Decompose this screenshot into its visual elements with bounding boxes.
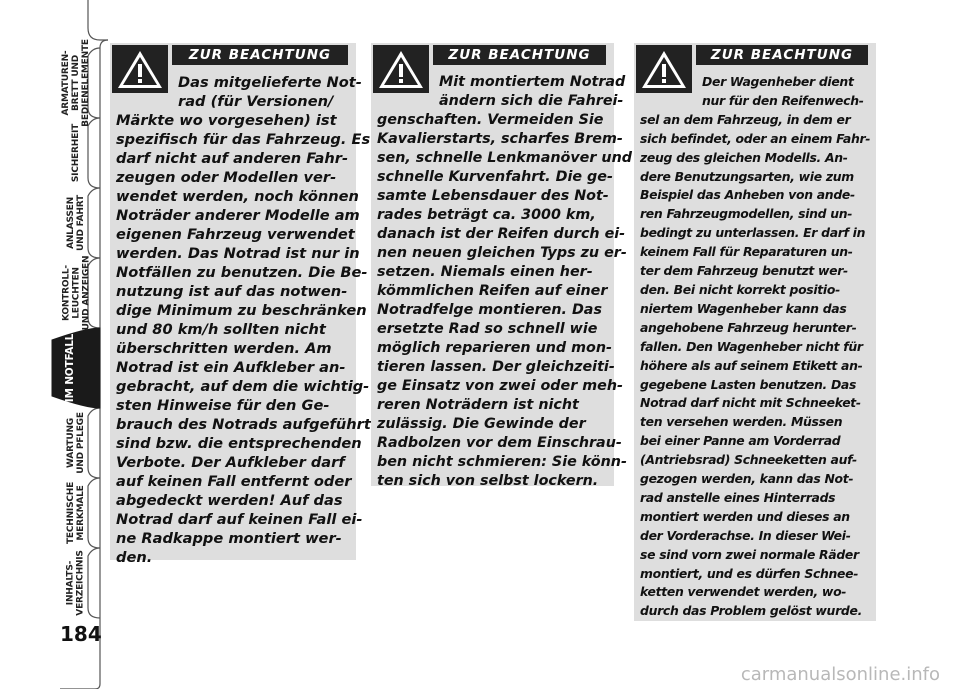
warning-text-line: ge Einsatz von zwei oder meh-: [377, 378, 623, 394]
warning-text-line: setzen. Niemals einen her-: [377, 264, 593, 280]
warning-text-line: sind bzw. die entsprechenden: [116, 435, 362, 452]
warning-text-line: ten versehen werden. Müssen: [640, 414, 843, 430]
warning-text-line: auf keinen Fall entfernt oder: [116, 473, 352, 490]
warning-text-line: durch das Problem gelöst wurde.: [640, 603, 862, 619]
warning-text-line: ersetzte Rad so schnell wie: [377, 321, 598, 337]
warning-text-line: dere Benutzungsarten, wie zum: [640, 168, 854, 184]
warning-text-line: Notradfelge montieren. Das: [377, 302, 602, 318]
warning-text-line: dige Minimum zu beschränken: [116, 302, 367, 319]
warning-heading: ZUR BEACHTUNG: [433, 45, 606, 65]
warning-text-line: Notrad darf auf keinen Fall ei-: [116, 511, 363, 528]
warning-text-line: ren Fahrzeugmodellen, sind un-: [640, 206, 853, 222]
warning-text-line: Kavalierstarts, scharfes Brem-: [377, 131, 623, 147]
tab-label: ARMATUREN- BRETT UND BEDIENELEMENTE: [61, 39, 92, 127]
warning-text-line: Verbote. Der Aufkleber darf: [116, 454, 345, 471]
warning-text-line: Beispiel das Anheben von ande-: [640, 187, 855, 203]
warning-text-line: gezogen werden, kann das Not-: [640, 471, 854, 487]
warning-text-line: Noträder anderer Modelle am: [116, 207, 360, 224]
warning-text-line: Mit montiertem Notrad: [439, 74, 626, 90]
warning-text: [116, 73, 371, 567]
warning-text-line: werden. Das Notrad ist nur in: [116, 245, 360, 262]
warning-text-line: sen, schnelle Lenkmanöver und: [377, 150, 632, 166]
warning-text-line: montiert werden und dieses an: [640, 508, 850, 524]
warning-text-line: ändern sich die Fahrei-: [439, 93, 624, 109]
warning-text-line: keinem Fall für Reparaturen un-: [640, 244, 853, 260]
warning-box-jack: [634, 43, 876, 621]
warning-text-line: ne Radkappe montiert wer-: [116, 530, 342, 547]
tab-label: INHALTS- VERZEICHNIS: [66, 550, 86, 616]
warning-text-line: brauch des Notrads aufgeführt: [116, 416, 371, 433]
warning-box-driving: [371, 43, 632, 489]
warning-text-line: rad anstelle eines Hinterrads: [640, 489, 836, 505]
tab-label: TECHNISCHE MERKMALE: [66, 481, 87, 545]
warning-box-spare-wheel: [110, 43, 371, 566]
tab-armaturenbrett[interactable]: [46, 39, 106, 127]
warning-text-line: Notfällen zu benutzen. Die Be-: [116, 264, 368, 281]
warning-text-line: möglich reparieren und mon-: [377, 340, 612, 356]
warning-text-line: kömmlichen Reifen auf einer: [377, 283, 608, 299]
warning-text-line: zeugen oder Modellen ver-: [116, 169, 337, 186]
warning-text-line: gegebene Lasten benutzen. Das: [640, 376, 857, 392]
warning-text: [377, 73, 632, 491]
warning-text-line: angehobene Fahrzeug herunter-: [640, 319, 857, 335]
warning-text-line: ketten verwendet werden, wo-: [640, 584, 847, 600]
warning-text-line: Das mitgelieferte Not-: [178, 74, 362, 91]
chapter-sidebar: [0, 0, 110, 689]
warning-text-line: Notrad darf nicht mit Schneeket-: [640, 395, 861, 411]
warning-text-line: nutzung ist auf das notwen-: [116, 283, 348, 300]
warning-text-line: Radbolzen vor dem Einschrau-: [377, 435, 622, 451]
tab-im-notfall[interactable]: [40, 328, 100, 408]
warning-text-line: Der Wagenheber dient: [702, 74, 854, 89]
warning-heading: ZUR BEACHTUNG: [696, 45, 868, 65]
warning-text-line: spezifisch für das Fahrzeug. Es: [116, 131, 371, 148]
warning-text-line: den.: [116, 549, 153, 566]
warning-heading: ZUR BEACHTUNG: [172, 45, 348, 65]
warning-text-line: danach ist der Reifen durch ei-: [377, 226, 626, 242]
tab-sicherheit[interactable]: [46, 118, 106, 188]
warning-text-line: sich befindet, oder an einem Fahr-: [640, 130, 871, 146]
tab-label: WARTUNG UND PFLEGE: [66, 412, 87, 474]
warning-text-line: bei einer Panne am Vorderrad: [640, 433, 841, 449]
warning-text-line: tieren lassen. Der gleichzeiti-: [377, 359, 615, 375]
tab-label: SICHERHEIT: [71, 123, 81, 183]
warning-text-line: Märkte wo vorgesehen) ist: [116, 112, 337, 129]
warning-text-line: nen neuen gleichen Typs zu er-: [377, 245, 627, 261]
warning-text-line: se sind vorn zwei normale Räder: [640, 546, 859, 562]
tab-technische-merkmale[interactable]: [46, 478, 106, 548]
warning-text-line: eigenen Fahrzeug verwendet: [116, 226, 355, 243]
tab-wartung[interactable]: [46, 408, 106, 478]
warning-text-line: niertem Wagenheber kann das: [640, 300, 847, 316]
warning-text-line: ten sich von selbst lockern.: [377, 473, 599, 489]
tab-label: IM NOTFALL: [64, 333, 76, 403]
tab-kontrollleuchten[interactable]: [46, 255, 106, 331]
warning-text-line: Notrad ist ein Aufkleber an-: [116, 359, 346, 376]
tab-label: ANLASSEN UND FAHRT: [66, 195, 86, 251]
warning-text-line: schnelle Kurvenfahrt. Die ge-: [377, 169, 613, 185]
warning-text-line: wendet werden, noch können: [116, 188, 359, 205]
tab-anlassen[interactable]: [46, 188, 106, 258]
warning-text-line: und 80 km/h sollten nicht: [116, 321, 326, 338]
warning-text-line: rades beträgt ca. 3000 km,: [377, 207, 596, 223]
warning-text-line: fallen. Den Wagenheber nicht für: [640, 338, 863, 354]
warning-text-line: der Vorderachse. In dieser Wei-: [640, 527, 851, 543]
warning-text-line: nur für den Reifenwech-: [702, 92, 864, 108]
tab-inhaltsverzeichnis[interactable]: [46, 548, 106, 618]
tab-label: KONTROLL- LEUCHTEN UND ANZEIGEN: [61, 255, 92, 331]
warning-text-line: höhere als auf seinem Etikett an-: [640, 357, 863, 373]
watermark: carmanualsonline.info: [740, 664, 940, 685]
warning-text-line: darf nicht auf anderen Fahr-: [116, 150, 349, 167]
page-number: 184: [60, 622, 102, 646]
warning-text-line: ben nicht schmieren: Sie könn-: [377, 454, 627, 470]
warning-text-line: ter dem Fahrzeug benutzt wer-: [640, 263, 848, 279]
warning-text-line: den. Bei nicht korrekt positio-: [640, 281, 840, 297]
warning-text-line: sel an dem Fahrzeug, in dem er: [640, 111, 851, 127]
warning-text-line: zeug des gleichen Modells. An-: [640, 149, 848, 165]
warning-text-line: überschritten werden. Am: [116, 340, 332, 357]
warning-text-line: gebracht, auf dem die wichtig-: [116, 378, 370, 395]
warning-text-line: (Antriebsrad) Schneeketten auf-: [640, 452, 857, 468]
warning-text-line: genschaften. Vermeiden Sie: [377, 112, 604, 128]
warning-text-line: samte Lebensdauer des Not-: [377, 188, 609, 204]
warning-text-line: bedingt zu unterlassen. Er darf in: [640, 225, 866, 241]
warning-text: [640, 73, 870, 621]
warning-text-line: sten Hinweise für den Ge-: [116, 397, 330, 414]
warning-text-line: reren Noträdern ist nicht: [377, 397, 579, 413]
warning-text-line: zulässig. Die Gewinde der: [377, 416, 586, 432]
warning-text-line: rad (für Versionen/: [178, 93, 334, 110]
warning-text-line: abgedeckt werden! Auf das: [116, 492, 343, 509]
warning-text-line: montiert, und es dürfen Schnee-: [640, 565, 859, 581]
